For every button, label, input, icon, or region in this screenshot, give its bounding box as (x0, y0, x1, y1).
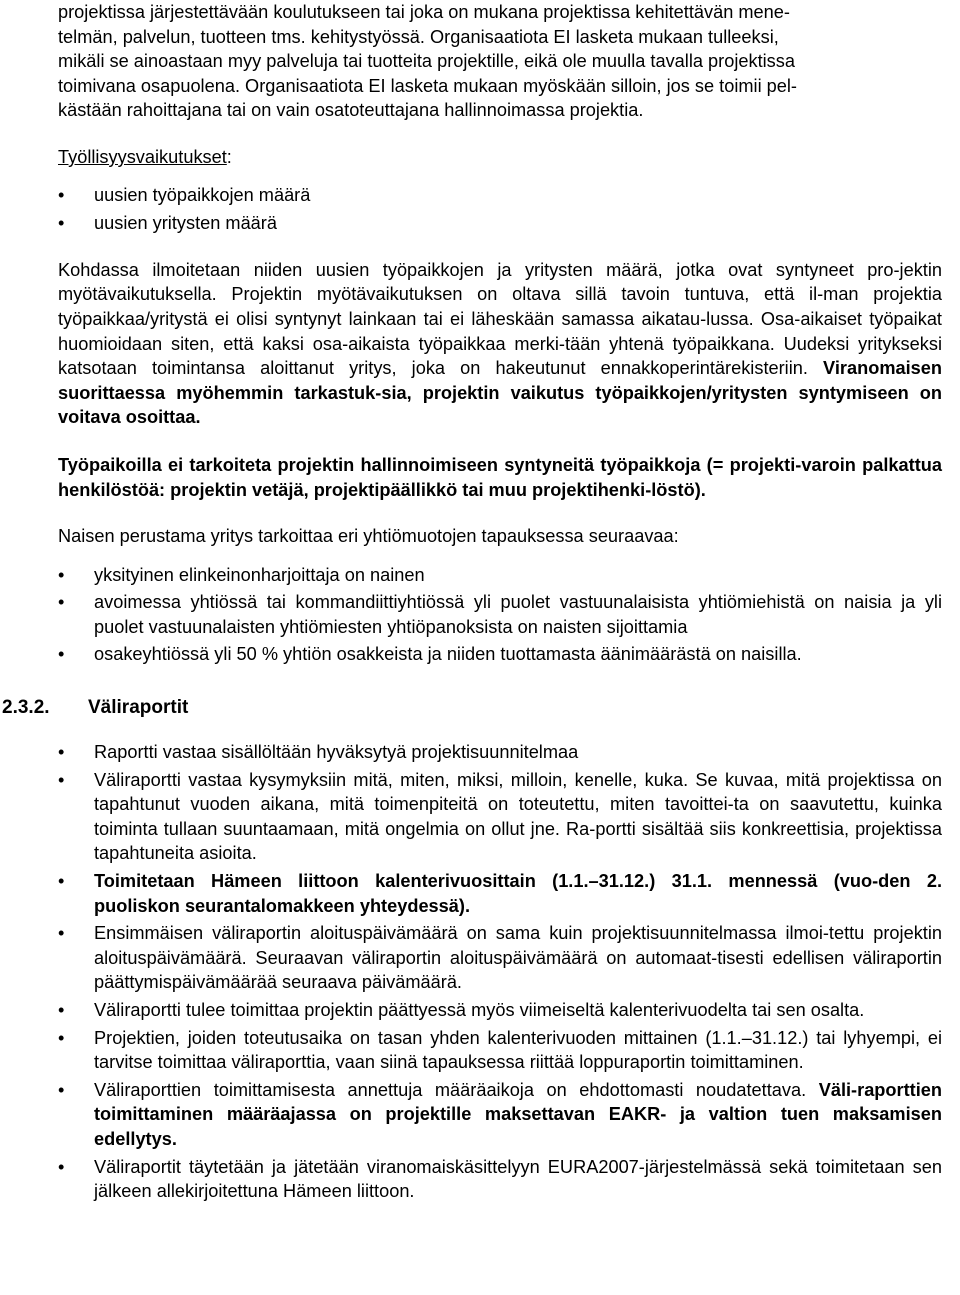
tyopaikoilla-paragraph (58, 453, 942, 502)
list-item-text: yksityinen elinkeinonharjoittaja on nainen (94, 564, 425, 585)
list-item (58, 211, 942, 236)
list-item-text: Väliraportti vastaa kysymyksiin mitä, miten, miksi, milloin, kenelle, kuka. Se kuvaa, mitä projektissa on tapahtunut vuoden aikana, mitä toimenpiteitä on toteutettu, miten tavoittei-ta on saavutettu, kuinka toiminta tullaan suuntaamaan, mitä ongelmia on ollut jne. Ra-portti sisältää siis konkreettisia, projektissa tapahtuneita asioita. (94, 769, 942, 864)
document-page (2, 0, 942, 1207)
list-item-text: avoimessa yhtiössä tai kommandiittiyhtiössä yli puolet vastuunalaisista yhtiömiehistä on naisia ja yli puolet vastuunalaisten yhtiömiesten yhtiöpanoksista on naisten sijoittamia (94, 592, 942, 637)
employment-effects-list (58, 183, 942, 236)
list-item (58, 869, 942, 918)
list-item (58, 998, 942, 1023)
bullet-icon: • (58, 769, 65, 790)
bullet-icon: • (58, 742, 65, 763)
list-item (58, 740, 942, 765)
list-item (58, 1078, 942, 1152)
section-title: Väliraportit (88, 697, 189, 719)
list-item-text: Väliraporttien toimittamisesta annettuja määräaikoja on ehdottomasti noudatettava. (94, 1079, 819, 1100)
intro-line: toimivana osapuolena. Organisaatiota EI lasketa mukaan myöskään silloin, jos se toimii pel- (58, 75, 797, 96)
bullet-icon: • (58, 1079, 65, 1100)
list-item (58, 1155, 942, 1204)
bullet-icon: • (58, 592, 65, 613)
section-number: 2.3.2. (2, 697, 50, 719)
heading-colon: : (226, 146, 232, 167)
kohdassa-paragraph (58, 258, 942, 430)
intro-line: kästään rahoittajana tai on vain osatoteuttajana hallinnoimassa projektia. (58, 100, 644, 121)
list-item-text: Projektien, joiden toteutusaika on tasan yhden kalenterivuoden mittainen (1.1.–31.12.) tai lyhyempi, ei tarvitse toimittaa väliraporttia, vaan siinä tapauksessa riittää loppuraportin toimittaminen. (94, 1027, 942, 1073)
list-item (58, 183, 942, 208)
list-item (58, 768, 942, 866)
list-item-text: osakeyhtiössä yli 50 % yhtiön osakkeista ja niiden tuottamasta äänimäärästä on naisilla. (94, 644, 802, 665)
bullet-icon: • (58, 1027, 65, 1048)
naisen-list (58, 563, 942, 667)
bullet-icon: • (58, 564, 65, 585)
bullet-icon: • (58, 213, 65, 234)
bullet-icon: • (58, 184, 65, 205)
section-heading (2, 695, 886, 721)
list-item-bold-text: Toimitetaan Hämeen liittoon kalenterivuosittain (1.1.–31.12.) 31.1. mennessä (vuo-den 2. puoliskon seurantalomakkeen yhteydessä). (94, 871, 942, 916)
list-item (58, 590, 942, 639)
list-item-text: Väliraportti tulee toimittaa projektin päättyessä myös viimeiseltä kalenterivuodelta tai sen osalta. (94, 1000, 865, 1020)
list-item (58, 563, 942, 588)
kohdassa-bold-text: Viranomaisen suorittaessa myöhemmin tarkastuk-sia, projektin vaikutus työpaikkojen/yritysten syntymiseen on voitava osoittaa. (58, 358, 942, 428)
list-item-text: Raportti vastaa sisällöltään hyväksytyä projektisuunnitelmaa (94, 742, 579, 763)
list-item-text: Ensimmäisen väliraportin aloituspäivämäärä on sama kuin projektisuunnitelmassa ilmoi-tettu projektin aloituspäivämäärä. Seuraavan väliraportin aloituspäivämäärä on automaat-tisesti edellisen väliraportin päättymispäivämäärää seuraava päivämäärä. (94, 923, 942, 993)
list-item (58, 921, 942, 995)
employment-effects-heading-text: Työllisyysvaikutukset (58, 146, 227, 167)
bullet-icon: • (58, 923, 65, 944)
intro-line: projektissa järjestettävään koulutukseen tai joka on mukana projektissa kehitettävän mene- (58, 2, 790, 22)
list-item-bold-text: Väli-raporttien toimittaminen määräajassa on projektille maksettavan EAKR- ja valtion tuen maksamisen edellytys. (94, 1079, 942, 1149)
list-item-text: uusien työpaikkojen määrä (94, 184, 311, 205)
list-item-text: uusien yritysten määrä (94, 213, 277, 234)
bullet-icon: • (58, 1000, 65, 1020)
intro-line: telmän, palvelun, tuotteen tms. kehitystyössä. Organisaatiota EI lasketa mukaan tulleeksi, (58, 26, 779, 47)
tyopaikoilla-bold-text: Työpaikoilla ei tarkoiteta projektin hallinnoimiseen syntyneitä työpaikkoja (= projekti-varoin palkattua henkilöstöä: projektin vetäjä, projektipäällikkö tai muu projektihenki-löstö). (58, 454, 942, 500)
naisen-intro: Naisen perustama yritys tarkoittaa eri yhtiömuotojen tapauksessa seuraavaa: (58, 526, 679, 547)
list-item-text: Väliraportit täytetään ja jätetään viranomaiskäsittelyyn EURA2007-järjestelmässä sekä toimitetaan sen jälkeen allekirjoitettuna Hämeen liittoon. (94, 1156, 942, 1202)
employment-effects-heading (58, 145, 942, 170)
intro-paragraph (58, 0, 942, 123)
kohdassa-text: Kohdassa ilmoitetaan niiden uusien työpaikkojen ja yritysten määrä, jotka ovat syntyneet pro-jektin myötävaikutuksella. Projektin myötävaikutuksen on oltava sillä tavoin tuntuva, että il-man projektia työpaikkaa/yritystä ei olisi syntynyt lainkaan tai ei läheskään samassa aikatau-lussa. Osa-aikaiset työpaikat huomioidaan siten, että kaksi osa-aikaista työpaikkaa merki-tään yhtenä työpaikkana. Uudeksi yritykseksi katsotaan toimintansa aloittanut yritys, joka on hakeutunut ennakkoperintärekisteriin. (58, 259, 942, 379)
list-item (58, 642, 942, 667)
intro-line: mikäli se ainoastaan myy palveluja tai tuotteita projektille, eikä ole muulla tavalla projektissa (58, 51, 795, 72)
bullet-icon: • (58, 644, 65, 665)
list-item (58, 1026, 942, 1075)
valiraportit-list (58, 740, 942, 1204)
bullet-icon: • (58, 1156, 65, 1177)
bullet-icon: • (58, 871, 65, 892)
